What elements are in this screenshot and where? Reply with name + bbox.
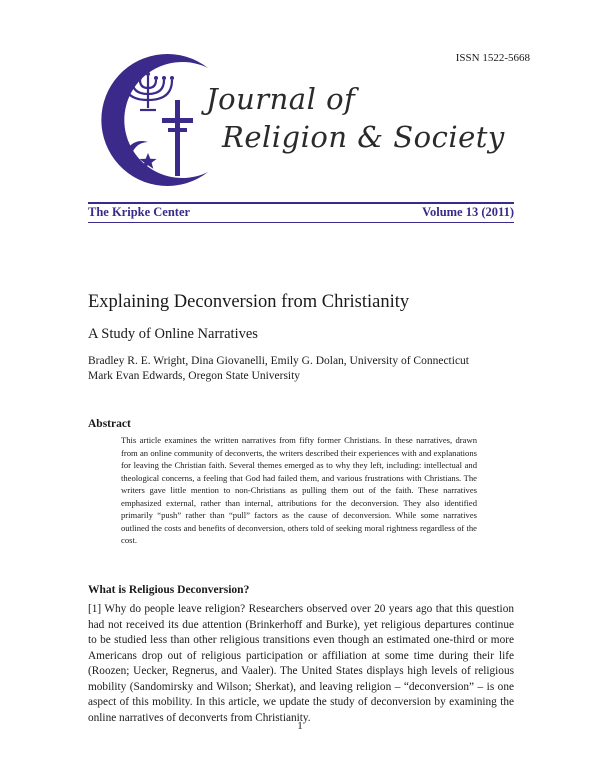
abstract-heading: Abstract xyxy=(88,418,131,430)
article-subtitle: A Study of Online Narratives xyxy=(88,326,258,342)
article-title: Explaining Deconversion from Christianity xyxy=(88,292,410,312)
issn: ISSN 1522-5668 xyxy=(455,52,530,64)
authors-line-1: Bradley R. E. Wright, Dina Giovanelli, Emily G. Dolan, University of Connecticut xyxy=(88,355,469,367)
journal-title-line2: Religion & Society xyxy=(222,120,505,154)
page-number: 1 xyxy=(297,720,303,732)
journal-banner xyxy=(88,202,514,223)
banner-publisher: The Kripke Center xyxy=(88,205,191,219)
abstract-text: This article examines the written narratives from fifty former Christians. In these narratives, drawn from an online community of deconverts, the writers described their experiences with and explanations for leaving the Christian faith. Several themes emerged as to why they left, including: intellectual and theological concerns, a feeling that God had failed them, and various frustrations with Christians. The writers gave little mention to non-Christians as pulling them out of the faith. These narratives emphasized external, rather than internal, attributions for the deconversion. They also identified primarily “push” rather than “pull” factors as the cause of deconversion. While some narratives outlined the costs and benefits of deconversion, others told of seeking moral rightness regardless of the cost. xyxy=(121,435,477,545)
body-paragraph: [1] Why do people leave religion? Researchers observed over 20 years ago that this question had not received its due attention (Brinkerhoff and Burke), yet religious departures continue to be studied less than other religious transitions even though an estimated one-third or more Americans drop out of religious participation or affiliation at some time during their life (Roozen; Uecker, Regnerus, and Vaaler). The United States displays high levels of religious mobility (Sandomirsky and Wilson; Sherkat), and leaving religion – “deconversion” – is one aspect of this mobility. In this article, we update the study of deconversion by examining the online narratives of deconverts from Christianity. xyxy=(88,603,514,724)
section-heading: What is Religious Deconversion? xyxy=(88,584,250,596)
journal-title-line1: Journal of xyxy=(206,82,356,116)
journal-logo xyxy=(88,50,218,190)
banner-volume: Volume 13 (2011) xyxy=(422,205,514,219)
cross-icon xyxy=(162,100,193,176)
authors xyxy=(88,354,469,384)
authors-line-2: Mark Evan Edwards, Oregon State University xyxy=(88,370,301,382)
menorah-icon xyxy=(124,76,172,110)
